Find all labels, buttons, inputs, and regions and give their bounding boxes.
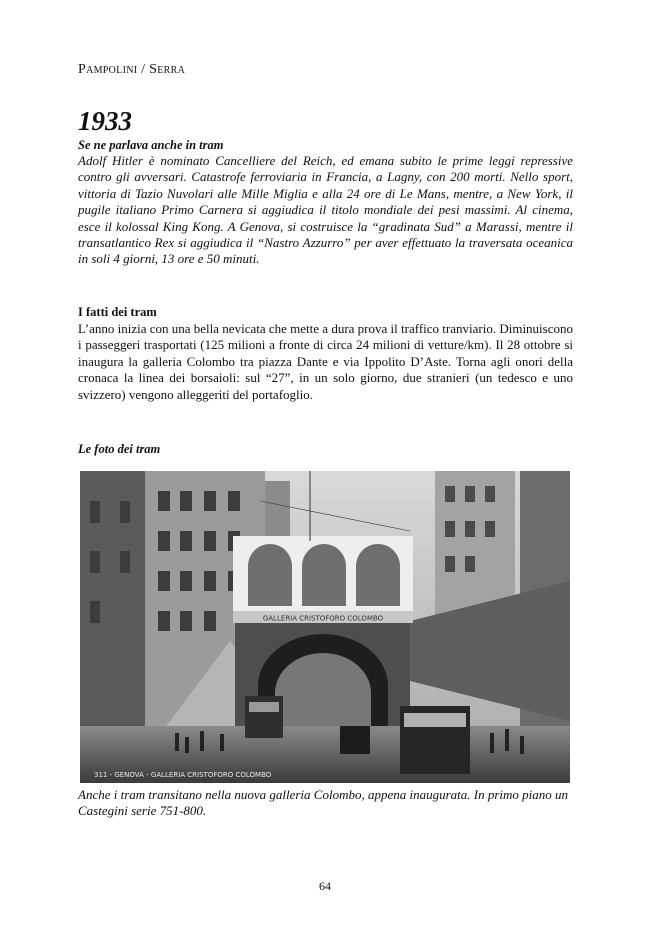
tram-tunnel-photo (80, 471, 570, 783)
facts-heading: I fatti dei tram (78, 305, 157, 319)
page-number: 64 (319, 879, 331, 893)
photo-caption: Anche i tram transitano nella nuova galleria Colombo, appena inaugurata. In primo piano un Castegini serie 751-800. (78, 787, 569, 819)
running-header: Pampolini / Serra (78, 62, 186, 77)
photos-heading: Le foto dei tram (78, 442, 161, 456)
section-subtitle: Se ne parlava anche in tram (78, 138, 224, 152)
tunnel-sign: GALLERIA CRISTOFORO COLOMBO (262, 614, 384, 623)
facts-paragraph: L’anno inizia con una bella nevicata che mette a dura prova il traffico tranviario. Diminuiscono i passeggeri trasportati (125 milioni a fronte di circa 24 milioni di vetture/km). Il 28 ottobre si inaugura la galleria Colombo tra piazza Dante e via Ippolito D’Aste. Torna agli onori della cronaca la linea dei borsaioli: sul “27”, in un solo giorno, due stranieri (un tedesco e uno svizzero) vengono alleggeriti del portafoglio. (78, 321, 573, 402)
section-year: 1933 (78, 106, 132, 136)
intro-paragraph: Adolf Hitler è nominato Cancelliere del Reich, ed emana subito le prime leggi repressive contro gli avversari. Catastrofe ferroviaria in Francia, a Lagny, con 200 morti. Nello sport, vittoria di Tazio Nuvolari alle Mille Miglia e alla 24 ore di Le Mans, mentre, a New York, il pugile italiano Primo Carnera si aggiudica il titolo mondiale dei pesi massimi. Al cinema, esce il kolossal King Kong. A Genova, si costruisce la “gradinata Sud” a Marassi, mentre il transatlantico Rex si aggiudica il “Nastro Azzurro” per aver effettuato la traversata oceanica in soli 4 giorni, 13 ore e 50 minuti. (78, 153, 573, 267)
postcard-caption: 311 - GENOVA - GALLERIA CRISTOFORO COLOMBO (94, 771, 272, 779)
